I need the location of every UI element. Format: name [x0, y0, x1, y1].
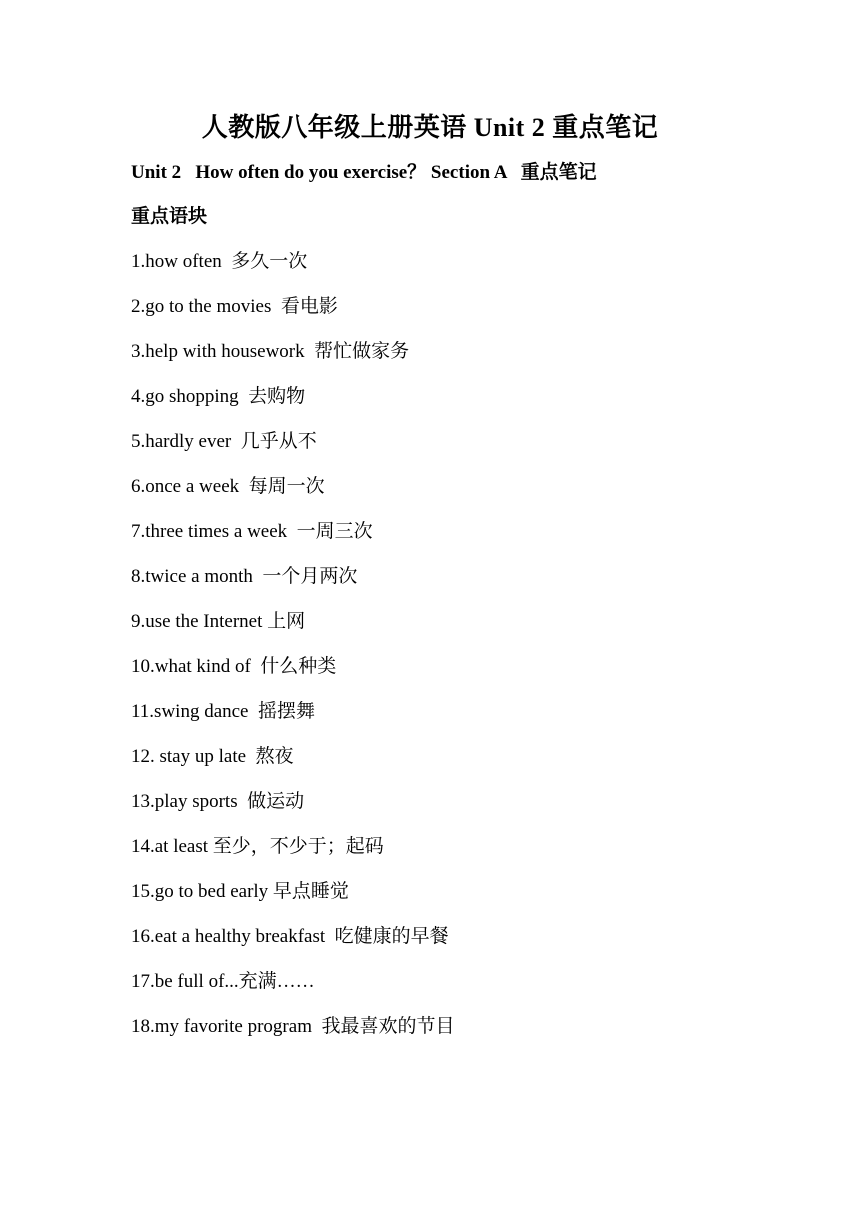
phrase-item: 4.go shopping 去购物: [131, 386, 306, 407]
phrase-item: 18.my favorite program 我最喜欢的节目: [131, 1016, 455, 1037]
document-title: 人教版八年级上册英语 Unit 2 重点笔记: [201, 113, 659, 142]
phrase-list: [131, 247, 454, 1057]
phrase-item: 14.at least 至少，不少于；起码: [131, 836, 384, 857]
phrase-item: 5.hardly ever 几乎从不: [131, 431, 317, 452]
phrase-item: 15.go to bed early 早点睡觉: [131, 881, 349, 902]
phrase-item: 7.three times a week 一周三次: [131, 521, 373, 542]
phrase-item: 17.be full of...充满……: [131, 971, 315, 992]
phrase-item: 16.eat a healthy breakfast 吃健康的早餐: [131, 926, 449, 947]
section-heading: Unit 2 How often do you exercise？ Section A 重点笔记: [131, 162, 597, 183]
phrase-item: 13.play sports 做运动: [131, 791, 305, 812]
key-phrases-heading: 重点语块: [131, 206, 208, 227]
phrase-item: 6.once a week 每周一次: [131, 476, 325, 497]
phrase-item: 2.go to the movies 看电影: [131, 296, 338, 317]
phrase-item: 9.use the Internet 上网: [131, 611, 306, 632]
phrase-item: 3.help with housework 帮忙做家务: [131, 341, 410, 362]
phrase-item: 11.swing dance 摇摆舞: [131, 701, 315, 722]
phrase-item: 8.twice a month 一个月两次: [131, 566, 358, 587]
phrase-item: 12. stay up late 熬夜: [131, 746, 294, 767]
phrase-item: 10.what kind of 什么种类: [131, 656, 337, 677]
phrase-item: 1.how often 多久一次: [131, 251, 308, 272]
